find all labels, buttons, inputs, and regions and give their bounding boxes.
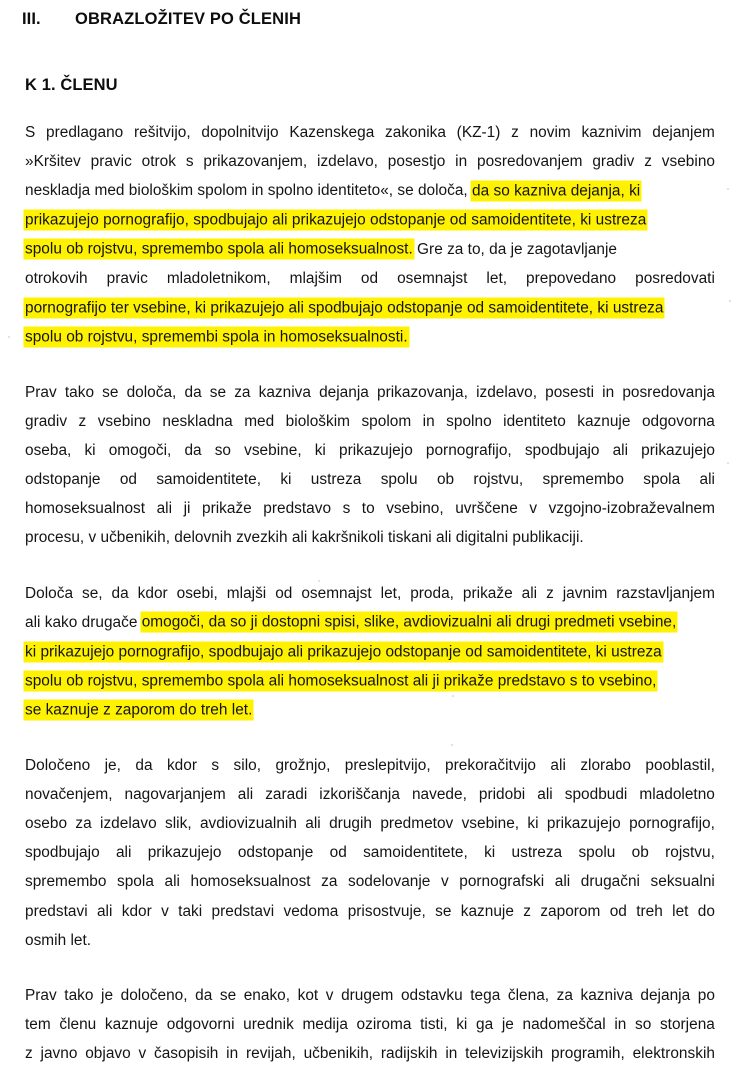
text-line (25, 523, 715, 552)
word: se (102, 383, 119, 401)
word: slik, (165, 814, 192, 832)
word: vedoma (283, 902, 339, 920)
text-line (25, 407, 715, 436)
text-line (25, 235, 715, 264)
word: kdor (137, 584, 168, 602)
highlighted-text: se kaznuje z zaporom do treh let. (25, 701, 253, 719)
word: se (435, 902, 452, 920)
word: spremembo (542, 471, 624, 489)
word: spola (117, 873, 154, 891)
word: izkoriščanja (319, 785, 400, 803)
paragraph (25, 118, 715, 352)
word: posesti (545, 383, 595, 401)
word: televizijskih (465, 1045, 544, 1063)
text-line (25, 981, 715, 1010)
word: od (609, 902, 627, 920)
word: predstavo (263, 500, 332, 518)
word: vsebino (97, 412, 151, 430)
word: ali (237, 785, 254, 803)
word: gradiv (592, 153, 635, 171)
word: od (360, 269, 379, 287)
word: novačenjem, (25, 785, 113, 803)
word: prikazovanja, (376, 383, 468, 401)
word: treh (636, 902, 663, 920)
word: ob (436, 471, 455, 489)
word: se (219, 986, 237, 1004)
word: prepovedano (526, 269, 617, 287)
word: enako, (243, 986, 291, 1004)
word: prikazovanjem, (203, 153, 308, 171)
word: vsebine, (244, 441, 302, 459)
word: so (635, 1016, 652, 1034)
text-line (25, 206, 715, 235)
text-line (25, 465, 715, 494)
word: in (614, 1016, 627, 1034)
highlighted-text: prikazujejo pornografijo, spodbujajo ali prikazujejo odstopanje od samoidentitete, ki ustreza (25, 211, 647, 229)
word: ki (314, 441, 326, 459)
word: je, (104, 756, 121, 774)
word: posredovanjem (477, 153, 583, 171)
word: da (184, 441, 202, 459)
word: ali (699, 471, 715, 489)
word: pravic (106, 269, 148, 287)
word: in (602, 383, 615, 401)
word: mlajši (226, 584, 267, 602)
word: ga (476, 1016, 494, 1034)
word: kazniva (258, 383, 311, 401)
word: drugem (341, 986, 394, 1004)
word: proda, (410, 584, 454, 602)
word: to (361, 500, 375, 518)
word: biološkim (285, 412, 350, 430)
word: ali (612, 441, 629, 459)
word: rojstvu, (473, 471, 524, 489)
word: v (138, 1045, 147, 1063)
word: neskladna (162, 412, 233, 430)
word: v (325, 986, 334, 1004)
text-line (25, 147, 715, 176)
word: Določa (25, 584, 74, 602)
plain-text: Gre za to, da je zagotavljanje (412, 240, 618, 258)
plain-text: ali kako drugače (25, 613, 142, 631)
word: od (275, 584, 293, 602)
word: ali (96, 902, 113, 920)
word: uvrščene (455, 500, 518, 518)
word: otrokovih (25, 269, 88, 287)
scan-speck (727, 462, 729, 464)
word: ki (84, 441, 96, 459)
word: spolom (361, 412, 412, 430)
word: predlagano (46, 124, 124, 141)
word: s (211, 756, 220, 774)
word: prikazujejo (546, 814, 621, 832)
word: drugačni (580, 873, 640, 891)
word: odstopanje (237, 844, 314, 862)
word: z (511, 124, 519, 141)
word: je (501, 1016, 514, 1034)
word: avdiovizualnih (199, 814, 297, 832)
word: revijah, (245, 1045, 296, 1063)
word: spodbujajo (524, 441, 600, 459)
word: tega (470, 986, 501, 1004)
word: osebo (25, 814, 68, 832)
word: oziroma (356, 1016, 412, 1034)
word: spolu (380, 471, 418, 489)
word: oseba, (25, 441, 72, 459)
word: časopisih (154, 1045, 219, 1063)
text-line (25, 378, 715, 407)
word: rojstvu, (665, 844, 715, 862)
word: homoseksualnost (25, 500, 146, 518)
word: ob (631, 844, 649, 862)
word: javnim (562, 584, 608, 602)
text-line (25, 1010, 715, 1039)
word: predmetov (380, 814, 454, 832)
word: za (321, 873, 338, 891)
text-line (25, 897, 715, 926)
scan-speck (729, 300, 731, 302)
word: pornografski (459, 873, 545, 891)
text-line (25, 780, 715, 809)
word: z (523, 902, 531, 920)
page-title (22, 10, 716, 29)
word: seksualni (650, 873, 715, 891)
highlighted-text: ki prikazujejo pornografijo, spodbujajo ali prikazujejo odstopanje od samoidentitete, ki ustreza (25, 643, 662, 660)
text-line (25, 118, 715, 147)
word: prikazujejo (147, 844, 222, 862)
word: da (135, 756, 153, 774)
highlighted-text: spolu ob rojstvu, spremembo spola ali homoseksualnost. (25, 240, 413, 258)
word: kazniva (580, 986, 633, 1004)
word: za (75, 814, 92, 832)
word: »Kršitev (25, 153, 81, 171)
word: gradiv (25, 412, 68, 430)
highlighted-text: spolu ob rojstvu, spremembi spola in homoseksualnosti. (25, 328, 408, 346)
text-line (25, 176, 715, 205)
word: dejanjem (652, 124, 715, 141)
word: s (185, 153, 194, 171)
text-line (25, 494, 715, 523)
word: ustreza (310, 471, 362, 489)
word: ali (164, 873, 180, 891)
word: let, (486, 269, 508, 287)
word: taki (178, 902, 203, 920)
word: ki (456, 1016, 468, 1034)
text-line (25, 264, 715, 293)
word: v (529, 500, 538, 518)
text-line (25, 926, 715, 955)
document-body (25, 118, 715, 1068)
paragraph-gap (25, 725, 715, 751)
word: ali (305, 814, 321, 832)
paragraph (25, 579, 715, 725)
text-line (25, 809, 715, 838)
word: so (214, 441, 232, 459)
word: silo, (233, 756, 262, 774)
word: posredovati (635, 269, 715, 287)
word: dejanja (640, 986, 691, 1004)
word: ki (484, 844, 496, 862)
word: ustreza (511, 844, 563, 862)
text-line (25, 1039, 715, 1068)
word: ki (527, 814, 539, 832)
word: tako (64, 383, 95, 401)
word: ali (115, 844, 132, 862)
word: spremembo (25, 873, 107, 891)
word: določeno, (120, 986, 188, 1004)
paragraph-gap (25, 352, 715, 378)
word: prisostvuje, (347, 902, 426, 920)
word: prekoračitvijo (445, 756, 536, 774)
word: da (111, 584, 129, 602)
word: zaradi (265, 785, 308, 803)
word: ali (554, 873, 571, 891)
section-heading: K 1. ČLENU (25, 76, 118, 94)
word: ali (537, 785, 553, 803)
word: osemnajst (301, 584, 372, 602)
word: z (644, 153, 652, 171)
word: ki (280, 471, 292, 489)
word: omogoči, (108, 441, 172, 459)
word: dejanja (319, 383, 369, 401)
word: navede, (411, 785, 467, 803)
word: pravic (90, 153, 132, 171)
word: v (440, 873, 449, 891)
word: tem (25, 1016, 51, 1034)
paragraph (25, 751, 715, 955)
scan-speck (452, 695, 454, 697)
word: člena, (507, 986, 550, 1004)
word: Prav (25, 986, 57, 1004)
word: novim (529, 124, 571, 141)
word: samoidentitete, (156, 471, 261, 489)
word: tako (64, 986, 94, 1004)
word: za (234, 383, 251, 401)
text-line (25, 695, 715, 724)
text-line (25, 436, 715, 465)
word: S (25, 124, 36, 141)
word: nagovarjanjem (124, 785, 226, 803)
word: se, (81, 584, 103, 602)
word: otrok (141, 153, 176, 171)
word: pridobi (478, 785, 526, 803)
word: s (342, 500, 351, 518)
word: in (226, 1045, 239, 1063)
word: mladoletnikom, (166, 269, 271, 287)
word: zakonika (385, 124, 446, 141)
word: Kazenskega (289, 124, 375, 141)
word: javno (40, 1045, 78, 1063)
word: se (209, 383, 227, 401)
word: kdor (166, 756, 197, 774)
word: odstavku (400, 986, 463, 1004)
word: kdor (121, 902, 152, 920)
text-line (25, 751, 715, 780)
word: tisti, (420, 1016, 448, 1034)
highlighted-text: spolu ob rojstvu, spremembo spola ali homoseksualnost ali ji prikaže predstavo s to vsebino, (25, 672, 657, 690)
word: dopolnitvijo (201, 124, 279, 141)
word: je (101, 986, 114, 1004)
highlighted-text: da so kazniva dejanja, ki (472, 182, 641, 200)
word: nadomeščal (522, 1016, 606, 1034)
word: radijskih (380, 1045, 438, 1063)
word: izdelavo, (476, 383, 537, 401)
word: urednik (243, 1016, 294, 1034)
word: vsebino, (386, 500, 444, 518)
word: Določeno (25, 756, 91, 774)
word: grožnjo, (275, 756, 331, 774)
word: po (697, 986, 715, 1004)
word: posestjo (387, 153, 446, 171)
word: identiteto (503, 412, 566, 430)
word: med (244, 412, 275, 430)
word: za (556, 986, 573, 1004)
word: učbenikih, (303, 1045, 374, 1063)
highlighted-text: omogoči, da so ji dostopni spisi, slike, avdiovizualni ali drugi predmeti vsebine, (141, 613, 677, 631)
word: ali (156, 500, 173, 518)
word: let, (380, 584, 402, 602)
word: v (161, 902, 169, 920)
highlighted-text: pornografijo ter vsebine, ki prikazujejo ali spodbujajo odstopanje od samoidentitete, ki ustreza (25, 299, 664, 317)
word: osemnajst (397, 269, 468, 287)
word: preslepitvijo, (344, 756, 431, 774)
word: od (119, 471, 137, 489)
heading-title-text: OBRAZLOŽITEV PO ČLENIH (75, 10, 302, 28)
scan-speck (318, 580, 320, 582)
word: kaznuje (577, 412, 631, 430)
word: predstavi (211, 902, 275, 920)
word: vsebine, (461, 814, 520, 832)
word: določa, (126, 383, 177, 401)
word: (KZ-1) (456, 124, 501, 141)
word: ali (550, 756, 566, 774)
word: pooblastil, (645, 756, 715, 774)
word: pornografijo, (425, 441, 512, 459)
word: in (455, 153, 468, 171)
word: ali (521, 584, 538, 602)
text-line (25, 293, 715, 322)
scan-speck (8, 336, 10, 338)
paragraph (25, 981, 715, 1068)
word: prikazujejo (338, 441, 413, 459)
word: spolno (446, 412, 492, 430)
word: prikazujejo (641, 441, 715, 459)
word: kaznuje (460, 902, 514, 920)
word: prikaže (462, 584, 513, 602)
text-line (25, 322, 715, 351)
word: do (697, 902, 715, 920)
word: objavo (85, 1045, 131, 1063)
word: sodelovanje (348, 873, 431, 891)
word: spola (643, 471, 681, 489)
word: spodbudi (564, 785, 628, 803)
word: vzgojno-izobraževalnem (548, 500, 715, 518)
word: osebi, (176, 584, 218, 602)
word: in (445, 1045, 458, 1063)
heading-numeral: III. (22, 10, 41, 28)
word: samoidentitete, (363, 844, 468, 862)
word: let (672, 902, 689, 920)
word: mladoletno (639, 785, 715, 803)
word: spolu (578, 844, 616, 862)
word: odgovorni (166, 1016, 235, 1034)
text-line (25, 579, 715, 608)
paragraph-gap (25, 955, 715, 981)
word: Prav (25, 383, 57, 401)
word: vsebino (661, 153, 715, 171)
word: izdelavo (100, 814, 157, 832)
text-line (25, 867, 715, 896)
plain-text: neskladja med biološkim spolom in spolno identiteto«, se določa, (25, 182, 473, 200)
word: z (78, 412, 87, 430)
text-line (25, 838, 715, 867)
word: pornografijo, (629, 814, 715, 832)
word: kaznivim (581, 124, 642, 141)
word: členu (59, 1016, 97, 1034)
word: da (195, 986, 213, 1004)
plain-text: procesu, v učbenikih, delovnih zvezkih ali kakršnikoli tiskani ali digitalni publikaciji. (25, 529, 584, 547)
word: razstavljanjem (616, 584, 715, 602)
word: ji (183, 500, 191, 518)
word: z (546, 584, 554, 602)
paragraph-gap (25, 553, 715, 579)
word: predstavi (25, 902, 88, 920)
word: kot (297, 986, 319, 1004)
scan-speck (727, 188, 729, 190)
word: od (329, 844, 347, 862)
word: izdelavo, (317, 153, 378, 171)
word: medija (302, 1016, 348, 1034)
word: storjena (659, 1016, 715, 1034)
word: elektronskih (632, 1045, 715, 1063)
word: zlorabo (580, 756, 631, 774)
word: odgovorna (641, 412, 715, 430)
text-line (25, 637, 715, 666)
word: z (25, 1045, 33, 1063)
word: in (422, 412, 435, 430)
word: zaporom (540, 902, 601, 920)
word: rešitvijo, (134, 124, 191, 141)
word: posredovanja (622, 383, 715, 401)
word: drugih (329, 814, 372, 832)
plain-text: osmih let. (25, 931, 92, 949)
scan-speck (451, 744, 453, 746)
text-line (25, 666, 715, 695)
paragraph (25, 378, 715, 553)
word: mlajšim (289, 269, 342, 287)
word: odstopanje (25, 471, 101, 489)
word: da (184, 383, 202, 401)
text-line (25, 608, 715, 637)
word: programih, (551, 1045, 625, 1063)
word: prikaže (201, 500, 252, 518)
word: spodbujajo (25, 844, 100, 862)
word: homoseksualnost (190, 873, 311, 891)
word: kaznuje (104, 1016, 159, 1034)
